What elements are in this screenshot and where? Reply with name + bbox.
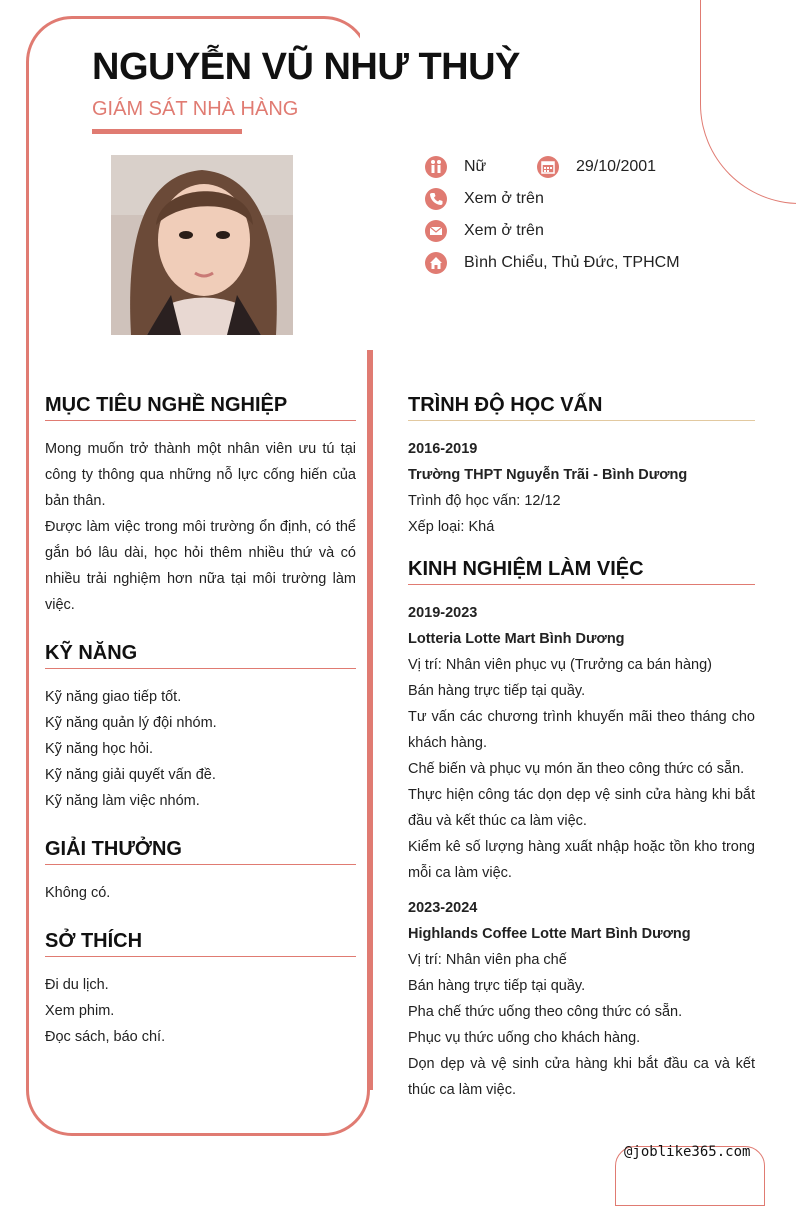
hobbies-title: SỞ THÍCH	[45, 930, 143, 952]
job-line: Pha chế thức uống theo công thức có sẵn.	[408, 1004, 683, 1020]
candidate-role: GIÁM SÁT NHÀ HÀNG	[92, 98, 299, 120]
home-icon	[425, 252, 447, 274]
candidate-name: NGUYỄN VŨ NHƯ THUỲ	[92, 46, 520, 88]
job-entry-1	[408, 600, 755, 886]
hobby-item: Đi du lịch.	[45, 977, 109, 993]
frame-divider	[370, 350, 373, 1090]
phone-value: Xem ở trên	[464, 190, 544, 207]
skills-title: KỸ NĂNG	[45, 642, 138, 664]
job-line: Kiểm kê số lượng hàng xuất nhập hoặc tồn kho trong mỗi ca làm việc.	[408, 839, 755, 881]
awards-title: GIẢI THƯỞNG	[45, 838, 182, 860]
objective-divider	[45, 420, 356, 421]
footer-handle: @joblike365.com	[624, 1144, 751, 1160]
job-line: Bán hàng trực tiếp tại quầy.	[408, 683, 586, 699]
job-entry-2	[408, 895, 755, 1103]
gender-icon	[425, 156, 447, 178]
job-line: Bán hàng trực tiếp tại quầy.	[408, 978, 586, 994]
skill-item: Kỹ năng học hỏi.	[45, 741, 154, 757]
education-title: TRÌNH ĐỘ HỌC VẤN	[408, 394, 603, 416]
objective-text	[45, 436, 356, 618]
experience-title: KINH NGHIỆM LÀM VIỆC	[408, 558, 644, 580]
education-years: 2016-2019	[408, 441, 478, 457]
job-line: Phục vụ thức uống cho khách hàng.	[408, 1030, 641, 1046]
email-value: Xem ở trên	[464, 222, 544, 239]
email-icon	[425, 220, 447, 242]
job-company: Highlands Coffee Lotte Mart Bình Dương	[408, 926, 691, 942]
hobbies-list	[45, 972, 356, 1050]
hobby-item: Xem phim.	[45, 1003, 115, 1019]
role-underline	[92, 129, 242, 134]
job-line: Thực hiện công tác dọn dẹp vệ sinh cửa hàng khi bắt đầu và kết thúc ca làm việc.	[408, 787, 755, 829]
dob-value: 29/10/2001	[576, 158, 657, 175]
awards-text: Không có.	[45, 885, 111, 901]
experience-divider	[408, 584, 755, 585]
objective-paragraph-1: Mong muốn trở thành một nhân viên ưu tú tại công ty thông qua những nỗ lực cống hiến của bản thân.	[45, 441, 356, 509]
skills-divider	[45, 668, 356, 669]
phone-icon	[425, 188, 447, 210]
education-block	[408, 436, 755, 540]
job-line: Vị trí: Nhân viên phục vụ (Trưởng ca bán hàng)	[408, 657, 712, 673]
objective-paragraph-2: Được làm việc trong môi trường ổn định, có thể gắn bó lâu dài, học hỏi thêm nhiều thứ và có nhiều trải nghiệm hơn nữa tại môi trường làm việc.	[45, 519, 356, 613]
skill-item: Kỹ năng làm việc nhóm.	[45, 793, 200, 809]
education-rank: Xếp loại: Khá	[408, 519, 495, 535]
skill-item: Kỹ năng giải quyết vấn đề.	[45, 767, 216, 783]
corner-decoration	[700, 0, 796, 204]
calendar-icon	[537, 156, 559, 178]
profile-photo	[111, 155, 293, 335]
job-years: 2019-2023	[408, 605, 478, 621]
job-line: Tư vấn các chương trình khuyến mãi theo tháng cho khách hàng.	[408, 709, 755, 751]
hobbies-divider	[45, 956, 356, 957]
job-line: Dọn dẹp và vệ sinh cửa hàng khi bắt đầu ca và kết thúc ca làm việc.	[408, 1056, 755, 1098]
job-company: Lotteria Lotte Mart Bình Dương	[408, 631, 625, 647]
job-years: 2023-2024	[408, 900, 478, 916]
job-line: Vị trí: Nhân viên pha chế	[408, 952, 567, 968]
education-divider	[408, 420, 755, 421]
education-school: Trường THPT Nguyễn Trãi - Bình Dương	[408, 467, 688, 483]
education-level: Trình độ học vấn: 12/12	[408, 493, 561, 509]
skill-item: Kỹ năng giao tiếp tốt.	[45, 689, 182, 705]
job-line: Chế biến và phục vụ món ăn theo công thức có sẵn.	[408, 761, 745, 777]
address-value: Bình Chiểu, Thủ Đức, TPHCM	[464, 254, 680, 271]
objective-title: MỤC TIÊU NGHỀ NGHIỆP	[45, 394, 288, 416]
awards-content	[45, 880, 356, 906]
hobby-item: Đọc sách, báo chí.	[45, 1029, 166, 1045]
skill-item: Kỹ năng quản lý đội nhóm.	[45, 715, 217, 731]
skills-list	[45, 684, 356, 814]
awards-divider	[45, 864, 356, 865]
gender-value: Nữ	[464, 158, 487, 175]
